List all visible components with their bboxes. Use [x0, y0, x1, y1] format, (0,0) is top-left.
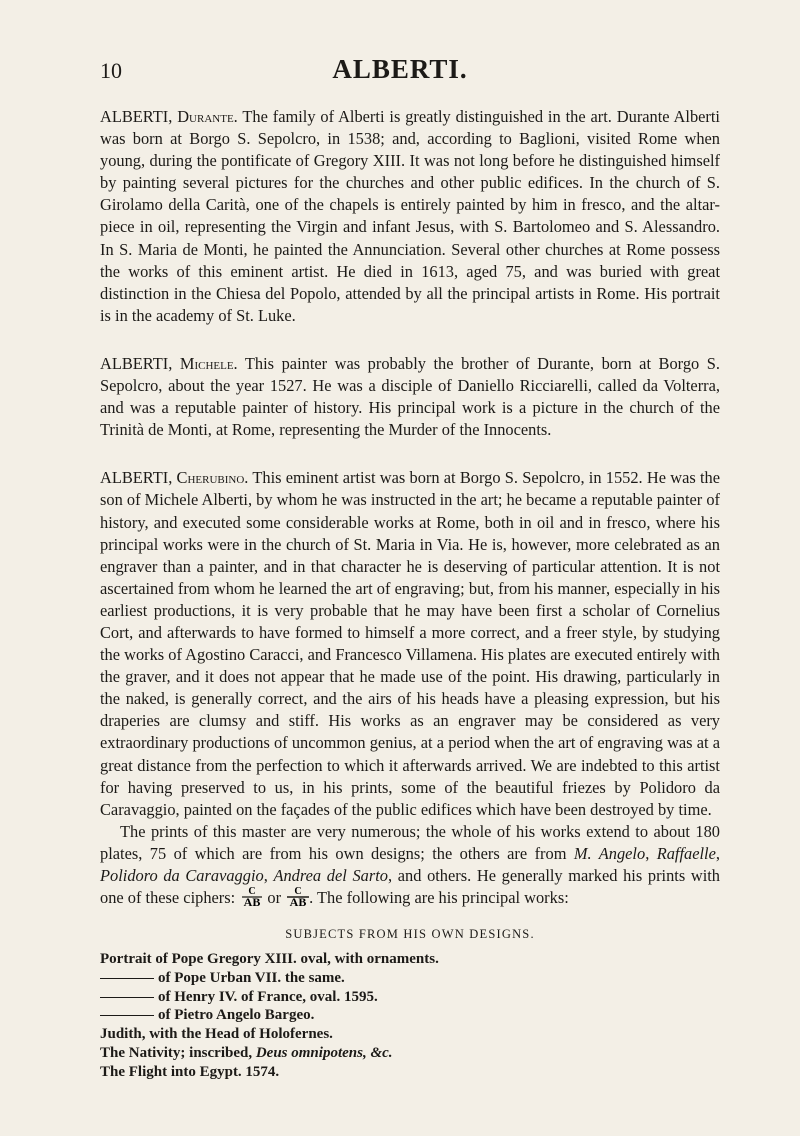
entry-text: This painter was probably the brother of Durante, born at Borgo S. Sepolcro, about the year 1527. He was a disciple of Daniello Ricciarelli, called da Volterra, and was a reputable painter of history. His principal work is a picture in the church of the Trinità de Monti, at Rome, representing the Murder of the Innocents.: [100, 353, 720, 440]
running-title: ALBERTI.: [332, 54, 468, 84]
subjects-heading: SUBJECTS FROM HIS OWN DESIGNS.: [285, 927, 535, 942]
list-item: Judith, with the Head of Holofernes.: [100, 1026, 333, 1043]
continuation-paragraph: The prints of this master are very numerous; the whole of his works extend to about 180 plates, 75 of which are from his own designs; the others are from M. Angelo, Raffaelle, Polidoro da Caravaggio, Andrea del Sarto, and others. He generally marked his prints with one of these ciphers: C AB or C AB . The following are his principal works:: [100, 821, 721, 910]
entry-name: ALBERTI,: [100, 468, 173, 488]
artist-name: Andrea del Sarto: [273, 866, 388, 885]
list-item: The Flight into Egypt. 1574.: [100, 1063, 280, 1080]
artist-name: M. Angelo: [573, 843, 646, 863]
entry-michele: [100, 353, 720, 441]
page-number: 10: [100, 58, 122, 83]
entry-text: The family of Alberti is greatly distinguished in the art. Durante Alberti was born at Borgo S. Sepolcro, in 1538; and, according to Baglioni, visited Rome when young, during the pontificate of Gregory XIII. It was not long before he distinguished himself by painting several pictures for the churches and other public edifices. In the church of S. Girolamo della Carità, one of the chapels is entirely painted by him in fresco, and the altar-piece in oil, representing the Virgin and infant Jesus, with S. Bartolomeo and S. Alessandro. In S. Maria de Monti, he painted the Annunciation. Several other churches at Rome possess the works of this eminent artist. He died in 1613, aged 75, and was buried with great distinction in the Chiesa del Popolo, attended by all the principal artists in Rome. His portrait is in the academy of St. Luke.: [100, 107, 720, 325]
artist-name: Polidoro da Caravaggio: [100, 866, 264, 885]
entry-text: This eminent artist was born at Borgo S. Sepolcro, in 1552. He was the son of Michele Alberti, by whom he was instructed in the art; he became a reputable painter of history, and executed some considerable works at Rome, both in oil and in fresco, where his principal works were in the church of St. Maria in Via. He is, however, more celebrated as an engraver than a painter, and in that character he is deserving of particular attention. It is not ascertained from whom he learned the art of engraving; but, from his manner, especially in his earliest productions, it is very probable that he may have been first a scholar of Cornelius Cort, and afterwards to have formed to himself a more correct, and a freer style, by studying the works of Agostino Caracci, and Francesco Villamena. His plates are executed entirely with the graver, and it does not appear that he made use of the point. His drawing, particularly in the naked, is generally correct, and the airs of his heads have a pleasing expression, but his draperies are clumsy and stiff. His works as an engraver may be considered as very extraordinary productions of uncommon genius, at a period when the art of engraving was at a great distance from the perfection to which it afterwards arrived. We are indebted to this artist for having preserved to us, in his prints, some of the beautiful friezes by Polidoro da Caravaggio, painted on the façades of the public edifices which have been destroyed by time.: [100, 468, 720, 819]
list-item: of Henry IV. of France, oval. 1595.: [100, 988, 720, 1007]
svg-text:AB: AB: [289, 895, 307, 910]
list-item: Portrait of Pope Gregory XIII. oval, with ornaments.: [100, 951, 439, 968]
svg-text:C: C: [248, 886, 256, 898]
cipher-monogram-1-icon: [239, 888, 263, 908]
svg-text:C: C: [294, 886, 302, 898]
entry-given-name: Durante.: [177, 107, 238, 126]
list-item: The Nativity; inscribed, Deus omnipotens, &c.: [100, 1044, 393, 1061]
artist-name: Raffaelle: [656, 843, 716, 863]
list-item: of Pope Urban VII. the same.: [100, 969, 720, 988]
entry-given-name: Cherubino.: [176, 468, 249, 488]
works-list: [100, 950, 720, 1081]
entry-name: ALBERTI,: [100, 107, 173, 126]
cipher-monogram-2-icon: [285, 888, 309, 908]
entry-name: ALBERTI,: [100, 353, 173, 373]
svg-text:AB: AB: [243, 895, 261, 910]
entry-durante: [100, 106, 720, 327]
list-item: of Pietro Angelo Bargeo.: [100, 1006, 720, 1025]
entry-given-name: Michele.: [179, 353, 238, 373]
text-column: [100, 106, 720, 1081]
entry-cherubino: [100, 467, 720, 821]
